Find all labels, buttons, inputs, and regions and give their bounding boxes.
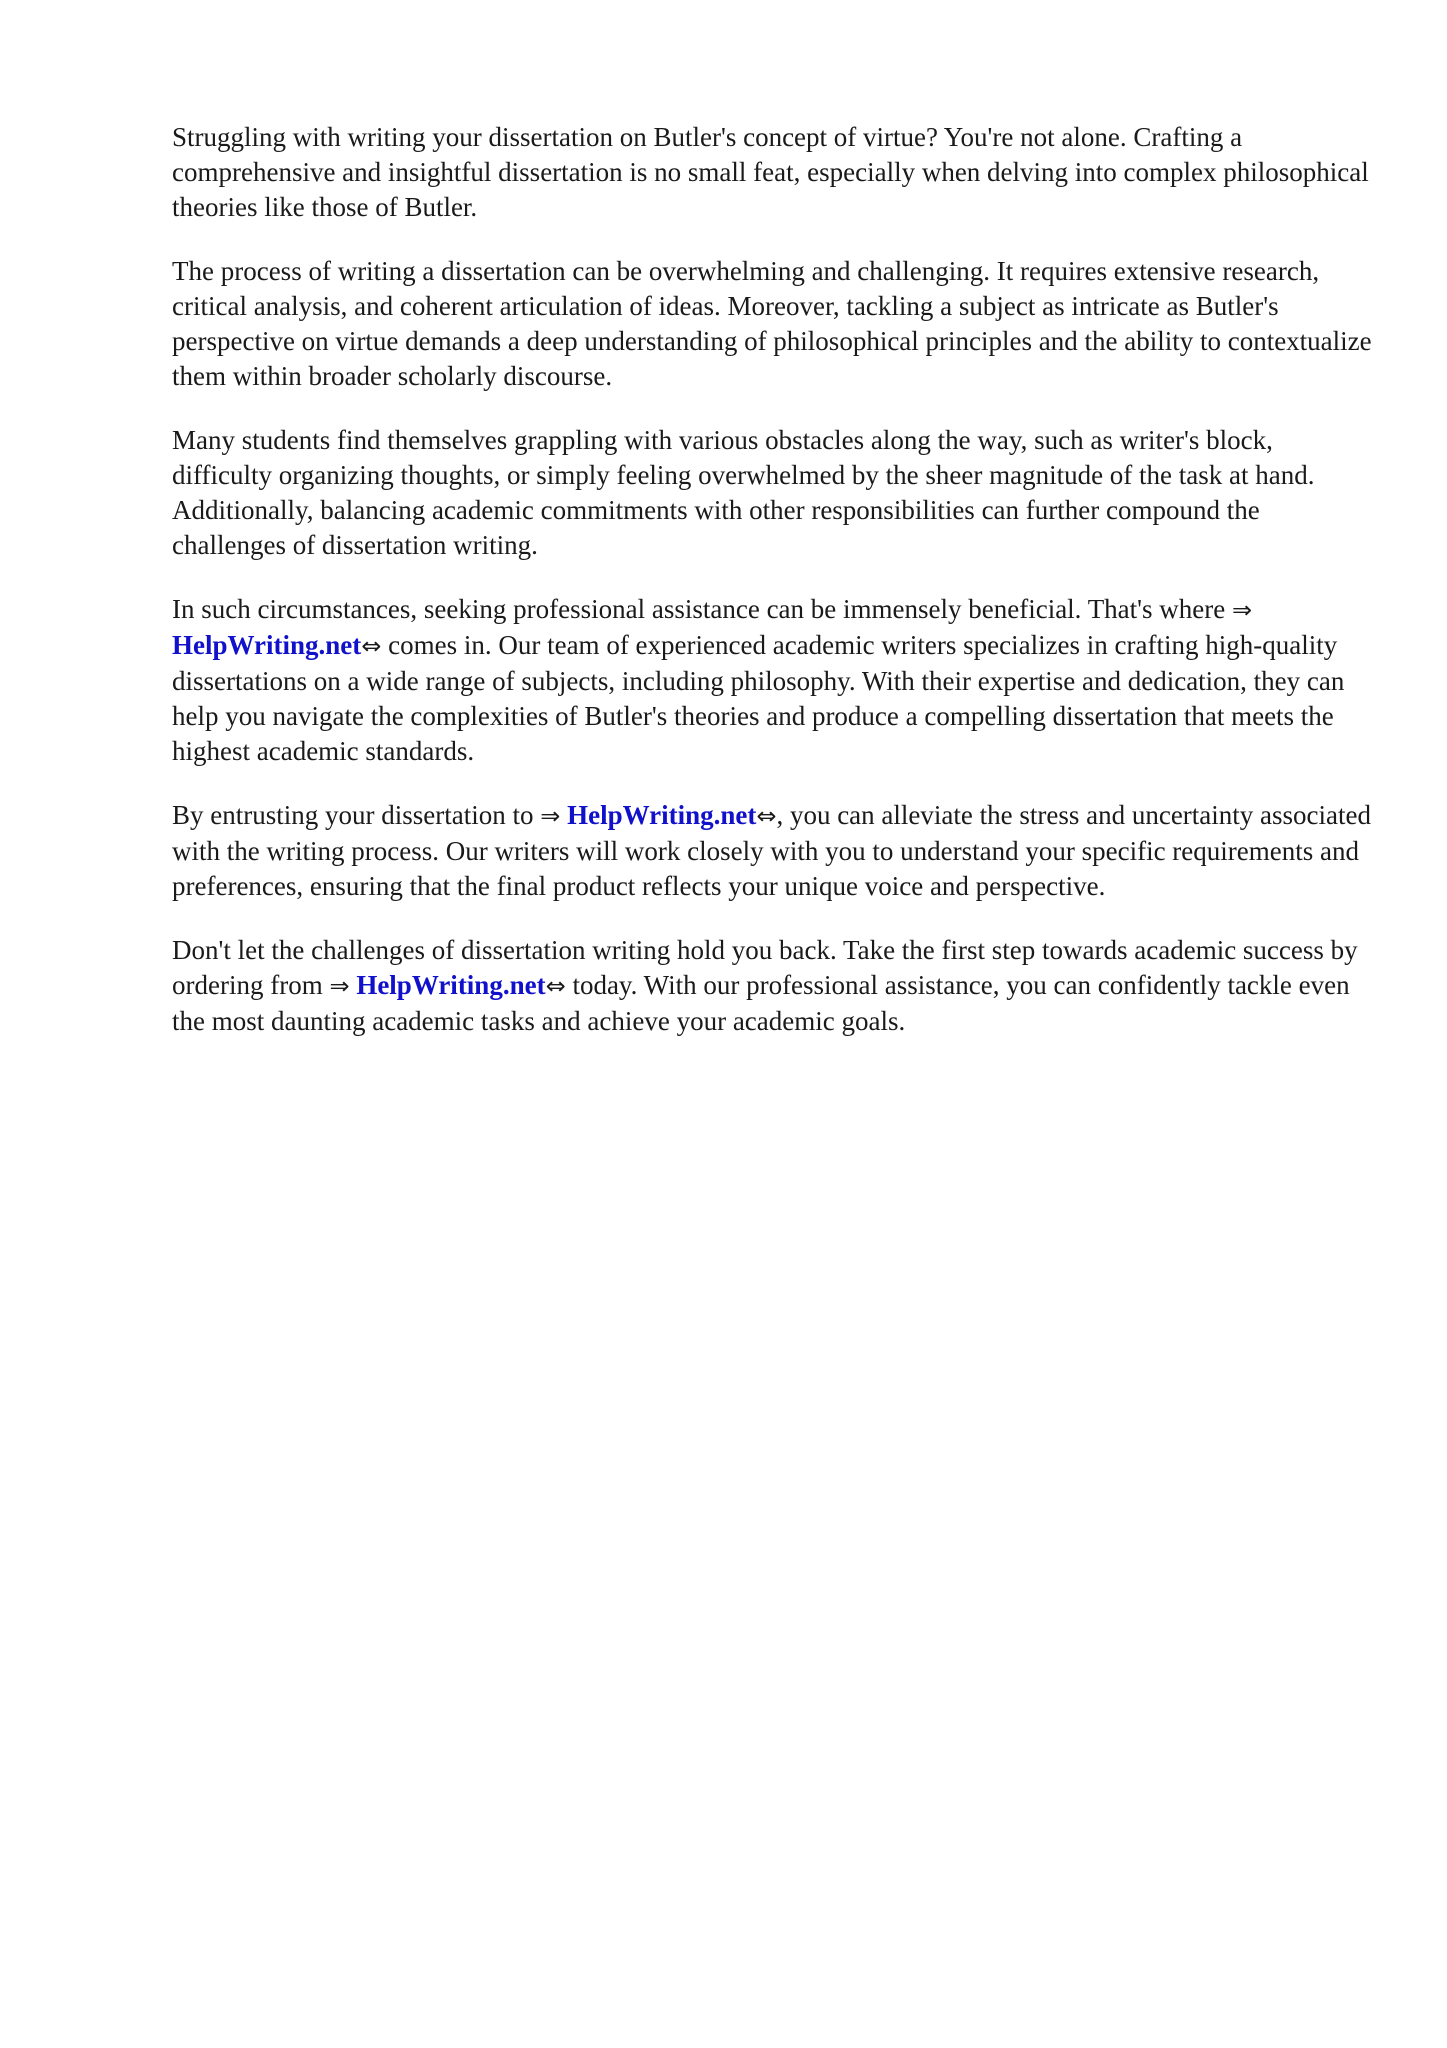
paragraph-obstacles: Many students find themselves grappling with various obstacles along the way, such as writer's block, difficulty organizing thoughts, or simply feeling overwhelmed by the sheer magnitude of the task at hand. Additionally, balancing academic commitments with other responsibilities can further compound the challenges of dissertation writing. <box>172 425 1315 560</box>
arrow-both-icon: ⇔ <box>756 802 777 830</box>
paragraph-intro: Struggling with writing your dissertation on Butler's concept of virtue? You're not alone. Crafting a comprehensive and insightful dissertation is no small feat, especially when delving into complex philosophical theories like those of Butler. <box>172 122 1369 222</box>
paragraph-text: comes in. Our team of experienced academic writers specializes in crafting high-quality dissertations on a wide range of subjects, including philosophy. With their expertise and dedication, they can help you navigate the complexities of Butler's theories and produce a compelling dissertation that meets the highest academic standards. <box>172 630 1345 766</box>
paragraph-text: today. With our professional assistance, you can confidently tackle even the most daunting academic tasks and achieve your academic goals. <box>172 970 1350 1036</box>
arrow-right-icon: ⇒ <box>329 972 350 1000</box>
document-body <box>172 120 1372 1068</box>
paragraph-entrusting <box>172 798 1372 904</box>
helpwriting-link[interactable]: HelpWriting.net <box>172 630 362 660</box>
paragraph-assistance <box>172 592 1372 769</box>
paragraph-text: , you can alleviate the stress and uncertainty associated with the writing process. Our writers will work closely with you to understand your specific requirements and preferences, ensuring that the final product reflects your unique voice and perspective. <box>172 800 1371 901</box>
helpwriting-link[interactable]: HelpWriting.net <box>356 970 546 1000</box>
paragraph-call-to-action <box>172 933 1372 1039</box>
arrow-both-icon: ⇔ <box>361 632 382 660</box>
arrow-both-icon: ⇔ <box>545 972 566 1000</box>
arrow-right-icon: ⇒ <box>540 802 561 830</box>
paragraph-text: In such circumstances, seeking professional assistance can be immensely beneficial. That's where <box>172 594 1233 624</box>
paragraph-text: By entrusting your dissertation to <box>172 800 541 830</box>
arrow-right-icon: ⇒ <box>1232 596 1253 624</box>
paragraph-process: The process of writing a dissertation can be overwhelming and challenging. It requires extensive research, critical analysis, and coherent articulation of ideas. Moreover, tackling a subject as intricate as Butler's perspective on virtue demands a deep understanding of philosophical principles and the ability to contextualize them within broader scholarly discourse. <box>172 256 1372 391</box>
paragraph-text: Don't let the challenges of dissertation writing hold you back. Take the first step towards academic success by ordering from <box>172 935 1358 1000</box>
helpwriting-link[interactable]: HelpWriting.net <box>567 800 757 830</box>
